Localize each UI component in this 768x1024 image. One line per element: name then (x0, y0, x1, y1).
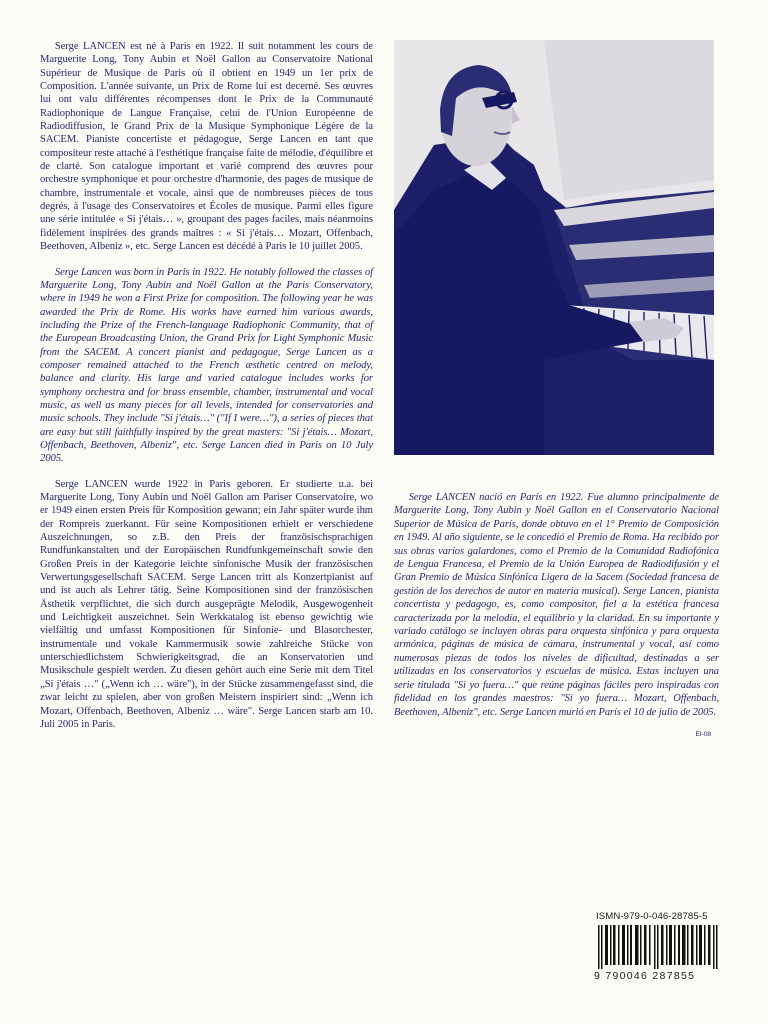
barcode-block (594, 911, 734, 982)
catalog-code: EI-08 (695, 730, 711, 738)
left-column (40, 40, 373, 731)
barcode-icon (594, 925, 724, 969)
right-column (394, 40, 719, 738)
barcode-digits: 9 790046 287855 (594, 970, 696, 982)
biography-english: Serge Lancen was born in Paris in 1922. He notably followed the classes of Marguerite Long, Tony Aubin and Noël Gallon at the Paris Conservatory, where in 1949 he won a First Prize for composition. The following year he was awarded the Prix de Rome. His works have earned him various awards, including the Prize of the French-language Radiophonic Community, that of the European Broadcasting Union, the Grand Prix for Light Symphonic Music from the SACEM. A concert pianist and pedagogue, Serge Lancen as a composer remained attached to the French æsthetic centred on melody, balance and clarity. His large and varied catalogue includes works for symphony orchestra and for brass ensemble, chamber, instrumental and vocal music, as well as many pieces for all levels, intended for conservatories and music schools. They include "Si j'étais…" ("If I were…"), a series of pieces that are easy but still faithfully inspired by the great masters: "Si j'étais… Mozart, Offenbach, Beethoven, Albeniz", etc. Serge Lancen died in Paris on 10 July 2005. (40, 266, 373, 465)
biography-french: Serge LANCEN est né à Paris en 1922. Il suit notamment les cours de Marguerite Long, Tony Aubin et Noël Gallon au Conservatoire National Supérieur de Musique de Paris où il obtient en 1949 un 1er prix de Composition. L'année suivante, un Prix de Rome lui est decerné. Ses œuvres lui ont valu différentes récompenses dont le Prix de la Communauté Radiophonique de Langue Française, celui de l'Union Européenne de Radiodiffusion, le Grand Prix de la Musique Symphonique Légère de la SACEM. Pianiste concertiste et pédagogue, Serge Lancen en tant que compositeur reste attaché à l'esthétique française faite de mélodie, d'équilibre et de clarté. Son catalogue important et varié comprend des œuvres pour orchestre symphonique et pour orchestre d'harmonie, des pages de musique de chambre, instrumentale et vocale, ainsi que de nombreuses pièces de tous degrés, à l'usage des Conservatoires et Écoles de musique. Parmi elles figure une série intitulée « Si j'étais… », groupant des pages faciles, mais néanmoins fidèlement inspirées des grands maîtres : « Si j'étais… Mozart, Offenbach, Beethoven, Albeniz », etc. Serge Lancen est décédé à Paris le 10 juillet 2005. (40, 41, 373, 253)
composer-photo (394, 40, 714, 455)
biography-spanish: Serge LANCEN nació en París en 1922. Fue alumno principalmente de Marguerite Long, Tony Aubin y Noël Gallon en el Conservatorio Nacional Superior de Música de París, donde obtuvo en el 1° Premio de Composición en 1949. Al año siguiente, se le concedió el Premio de Roma. Ha recibido por sus obras varios galardones, como el Premio de la Comunidad Radiofónica de Lengua Francesa, el Premio de la Unión Europea de Radiodifusión y el Gran Premio de Música Sinfónica Ligera de la Sacem (Sociedad francesa de gestión de los derechos de autor en materia musical). Serge Lancen, pianista concertista y pedagogo, es, como compositor, fiel a la estética francesa caracterizada por la melodía, el equilibrio y la claridad. En su importante y variado catálogo se incluyen obras para orquesta sinfónica y para orquesta armónica, páginas de música de cámara, instrumental y vocal, así como numerosas piezas de todos los niveles de dificultad, destinadas a ser utilizadas en los conservatorios y escuelas de música. Estas incluyen una serie titulada "Si yo fuera…" que reúne páginas fáciles pero inspiradas con fidelidad en los grandes maestros: "Si yo fuera… Mozart, Offenbach, Beethoven, Albeniz", etc. Serge Lancen murió en París el 10 de julio de 2005. (394, 492, 719, 718)
pianist-photo-illustration (394, 40, 714, 455)
photo-credit: Photo : Ph. GUERN (709, 391, 716, 451)
ismn-number: ISMN-979-0-046-28785-5 (596, 911, 708, 922)
biography-german: Serge LANCEN wurde 1922 in Paris geboren. Er studierte u.a. bei Marguerite Long, Tony Aubin und Noël Gallon am Pariser Conservatoire, wo er 1949 einen ersten Preis für Komposition gewann; ein Jahr später wurde ihm der Rompreis zuerkannt. Für seine Kompositionen erhielt er verschiedene Auszeichnungen, so z.B. den Preis der französischsprachigen Rundfunkanstalten und der Europäischen Rundfunkgemeinschaft sowie den Großen Preis in der Kategorie leichte sinfonische Musik der französischen Verwertungsgesellschaft SACEM. Serge Lancen tritt als Konzertpianist auf und ist auch als Lehrer tätig. Seine Kompositionen sind der französischen Ästhetik verpflichtet, die sich durch ausgeprägte Melodik, Ausgewogenheit und Leichtigkeit auszeichnet. Sein Werkkatalog ist ebenso gewichtig wie vielfältig und umfasst Kompositionen für Sinfonie- und Blasorchester, instrumentale und vokale Kammermusik sowie zahlreiche Stücke von unterschiedlichstem Schwierigkeitsgrad, die an Konservatorien und Musikschule gespielt werden. Zu diesen gehört auch eine Serie mit dem Titel „Si j'étais …" („Wenn ich … wäre"), in der Stücke zusammengefasst sind, die zwar leicht zu spielen, aber von großen Meistern inspiriert sind: „Wenn ich Mozart, Offenbach, Beethoven, Albeniz … wäre". Serge Lancen starb am 10. Juli 2005 in Paris. (40, 478, 373, 730)
